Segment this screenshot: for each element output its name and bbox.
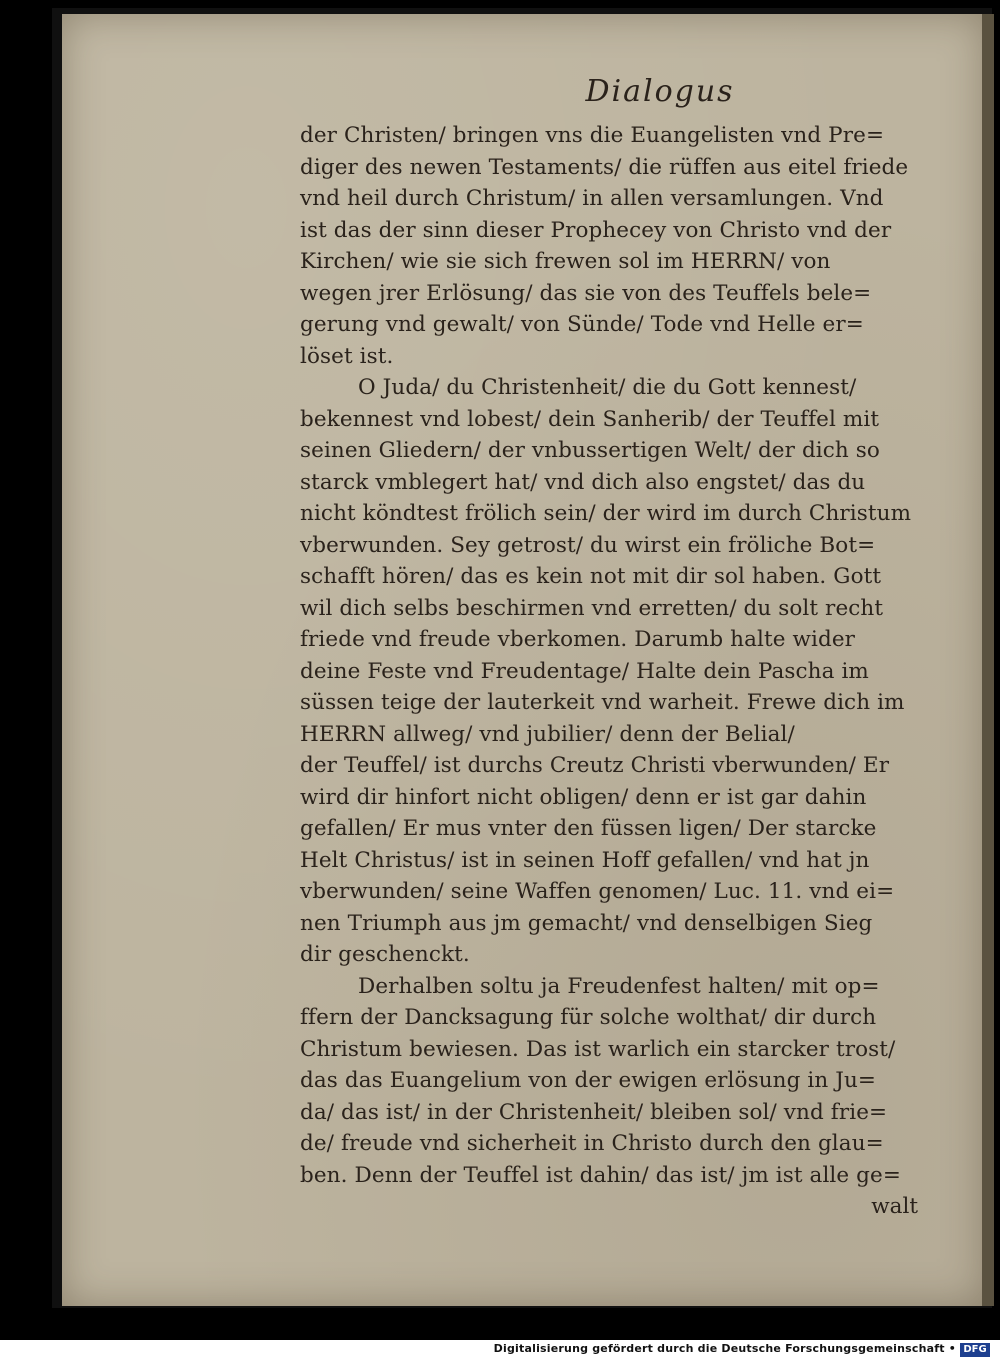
text-line: HERRN allweg/ vnd jubilier/ denn der Belial/ — [300, 721, 795, 747]
text-line: gefallen/ Er mus vnter den füssen ligen/ Der starcke — [300, 816, 877, 841]
text-line: vnd heil durch Christum/ in allen versamlungen. Vnd — [300, 186, 884, 211]
text-line: seinen Gliedern/ der vnbussertigen Welt/ der dich so — [300, 438, 880, 463]
text-line: wird dir hinfort nicht obligen/ denn er ist gar dahin — [300, 784, 867, 810]
text-line: Christum bewiesen. Das ist warlich ein starcker trost/ — [300, 1036, 896, 1062]
text-line: schafft hören/ das es kein not mit dir sol haben. Gott — [300, 564, 882, 589]
text-lines — [300, 120, 940, 1191]
text-line: da/ das ist/ in der Christenheit/ bleiben sol/ vnd frie= — [300, 1099, 888, 1125]
text-line: ffern der Dancksagung für solche wolthat/ dir durch — [300, 1005, 877, 1030]
text-line: löset ist. — [300, 343, 394, 369]
text-block — [300, 70, 940, 1222]
text-line: starck vmblegert hat/ vnd dich also engstet/ das du — [300, 469, 866, 495]
text-line: deine Feste vnd Freudentage/ Halte dein Pascha im — [300, 658, 869, 684]
text-line: friede vnd freude vberkomen. Darumb halte wider — [300, 627, 856, 652]
catchword: walt — [871, 1194, 918, 1219]
dfg-logo: DFG — [960, 1343, 990, 1357]
text-line: vberwunden/ seine Waffen genomen/ Luc. 11. vnd ei= — [300, 879, 895, 904]
text-line: ist das der sinn dieser Prophecey von Christo vnd der — [300, 217, 892, 243]
text-line: de/ freude vnd sicherheit in Christo durch den glau= — [300, 1131, 884, 1156]
footer-credit: Digitalisierung gefördert durch die Deutsche Forschungsgemeinschaft • — [493, 1342, 956, 1355]
text-line: der Christen/ bringen vns die Euangelisten vnd Pre= — [300, 123, 885, 148]
text-line: gerung vnd gewalt/ von Sünde/ Tode vnd Helle er= — [300, 312, 864, 337]
text-line: diger des newen Testaments/ die rüffen aus eitel friede — [300, 154, 909, 180]
text-line: Kirchen/ wie sie sich frewen sol im HERRN/ von — [300, 249, 831, 274]
text-line: dir geschenckt. — [300, 942, 470, 967]
text-line: wil dich selbs beschirmen vnd erretten/ du solt recht — [300, 595, 884, 621]
text-line: nicht köndtest frölich sein/ der wird im durch Christum — [300, 501, 912, 526]
text-line: das das Euangelium von der ewigen erlösung in Ju= — [300, 1068, 877, 1093]
text-line: süssen teige der lauterkeit vnd warheit. Frewe dich im — [300, 690, 905, 715]
text-line: wegen jrer Erlösung/ das sie von des Teuffels bele= — [300, 280, 872, 306]
text-line: ben. Denn der Teuffel ist dahin/ das ist/ jm ist alle ge= — [300, 1162, 901, 1188]
running-head: Dialogus — [585, 74, 735, 109]
page-edge — [982, 14, 994, 1306]
text-line: bekennest vnd lobest/ dein Sanherib/ der Teuffel mit — [300, 406, 880, 432]
text-line: vberwunden. Sey getrost/ du wirst ein fröliche Bot= — [300, 532, 876, 558]
text-line: der Teuffel/ ist durchs Creutz Christi vberwunden/ Er — [300, 753, 890, 778]
text-line: O Juda/ du Christenheit/ die du Gott kennest/ — [358, 375, 857, 400]
text-line: Helt Christus/ ist in seinen Hoff gefallen/ vnd hat jn — [300, 847, 870, 873]
text-line: nen Triumph aus jm gemacht/ vnd denselbigen Sieg — [300, 910, 873, 936]
text-line: Derhalben soltu ja Freudenfest halten/ mit op= — [358, 973, 880, 999]
